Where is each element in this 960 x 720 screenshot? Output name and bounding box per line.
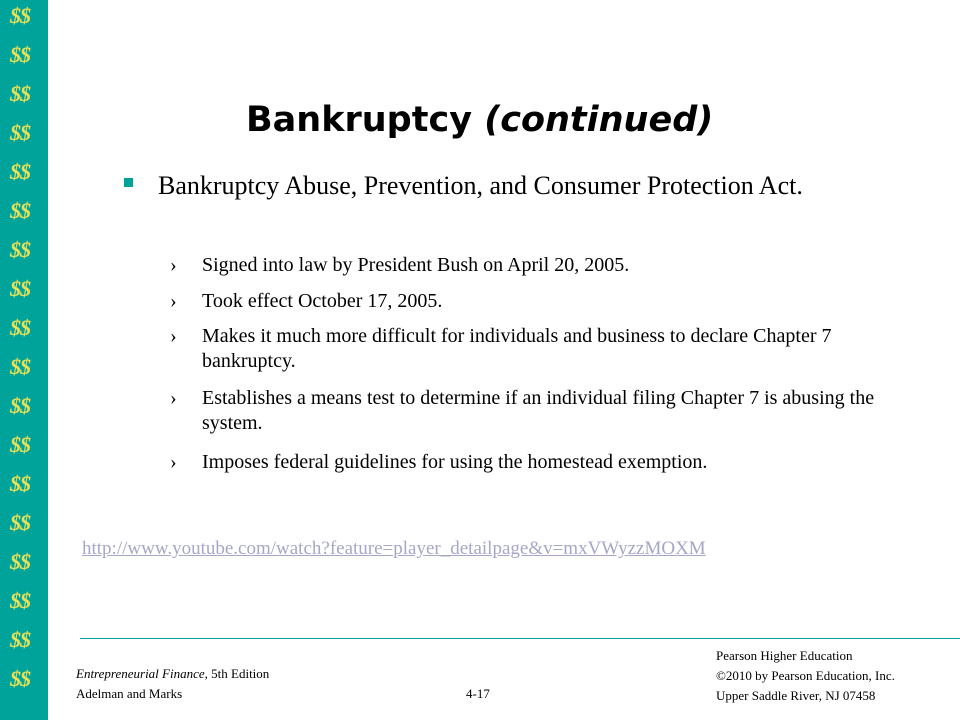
page-number: 4-17: [466, 686, 490, 701]
sub-bullet-text: Signed into law by President Bush on April 20, 2005.: [202, 254, 630, 276]
dollar-glyph: $$: [10, 666, 30, 691]
dollar-glyph: $$: [10, 120, 30, 145]
youtube-video-link[interactable]: http://www.youtube.com/watch?feature=player_detailpage&v=mxVWyzzMOXM: [82, 538, 706, 559]
dollar-glyph: $$: [10, 354, 30, 379]
sub-bullet-text: Imposes federal guidelines for using the homestead exemption.: [202, 451, 708, 473]
footer-book-info: [76, 664, 269, 704]
dollar-glyph: $$: [10, 510, 30, 535]
footer-address: Upper Saddle River, NJ 07458: [716, 688, 876, 703]
dollar-glyph: $$: [10, 315, 30, 340]
footer-edition: 5th Edition: [207, 666, 270, 681]
sub-bullet-text: Makes it much more difficult for individuals and business to declare Chapter 7 bankruptcy.: [202, 325, 832, 372]
footer-divider: [80, 638, 960, 639]
chevron-right-icon: ›: [170, 254, 177, 276]
sub-bullet-text: Took effect October 17, 2005.: [202, 290, 443, 312]
slide-title-suffix: (continued): [484, 100, 714, 140]
main-bullet-text: Bankruptcy Abuse, Prevention, and Consumer Protection Act.: [158, 171, 803, 200]
dollar-glyph: $$: [10, 432, 30, 457]
sub-bullet-item: [170, 450, 890, 475]
dollar-glyph: $$: [10, 549, 30, 574]
dollar-glyph: $$: [10, 588, 30, 613]
dollar-glyph: $$: [10, 42, 30, 67]
sub-bullet-item: [170, 253, 890, 278]
slide-title-main: Bankruptcy: [246, 100, 485, 140]
sub-bullet-item: [170, 386, 890, 436]
slide-title: [246, 100, 713, 140]
chevron-right-icon: ›: [170, 387, 177, 409]
sub-bullet-text: Establishes a means test to determine if an individual filing Chapter 7 is abusing the system.: [202, 387, 875, 434]
sub-bullet-item: [170, 289, 890, 314]
dollar-glyph: $$: [10, 393, 30, 418]
chevron-right-icon: ›: [170, 325, 177, 347]
dollar-glyph: $$: [10, 627, 30, 652]
dollar-glyph: $$: [10, 198, 30, 223]
footer-publisher: Pearson Higher Education: [716, 648, 853, 663]
dollar-glyph: $$: [10, 471, 30, 496]
chevron-right-icon: ›: [170, 290, 177, 312]
dollar-glyph: $$: [10, 276, 30, 301]
dollar-glyph: $$: [10, 159, 30, 184]
dollar-glyph: $$: [10, 3, 30, 28]
footer-copyright: ©2010 by Pearson Education, Inc.: [716, 668, 895, 683]
footer-book-line: [76, 664, 269, 684]
chevron-right-icon: ›: [170, 451, 177, 473]
footer-authors: Adelman and Marks: [76, 686, 183, 701]
sub-bullet-item: [170, 324, 890, 374]
dollar-sign-sidebar: [0, 0, 48, 720]
dollar-glyph: $$: [10, 237, 30, 262]
footer-publisher-info: [716, 646, 895, 706]
dollar-glyph: $$: [10, 81, 30, 106]
square-bullet-icon: [124, 178, 133, 187]
footer-book-title: Entrepreneurial Finance,: [76, 666, 208, 681]
